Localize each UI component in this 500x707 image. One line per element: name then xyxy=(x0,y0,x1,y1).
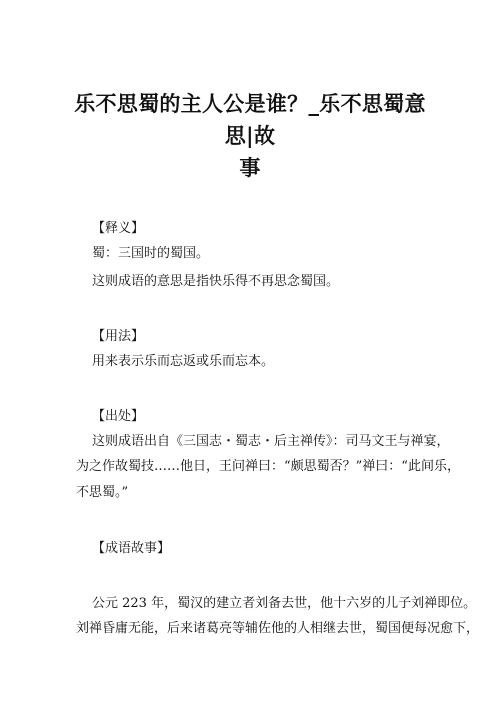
section-heading-yongfa: 【用法】 xyxy=(92,329,145,344)
document-title xyxy=(60,88,440,184)
section-heading-chuchu: 【出处】 xyxy=(92,409,145,424)
gushi-line-1: 公元 223 年，蜀汉的建立者刘备去世，他十六岁的儿子刘禅即位。 xyxy=(92,596,477,611)
title-line-2: 事 xyxy=(239,155,261,180)
yongfa-line-1: 用来表示乐而忘返或乐而忘本。 xyxy=(92,354,275,369)
shiyi-line-1: 蜀：三国时的蜀国。 xyxy=(92,246,210,261)
title-line-1: 乐不思蜀的主人公是谁？_乐不思蜀意思|故 xyxy=(74,91,426,148)
section-heading-gushi: 【成语故事】 xyxy=(92,541,171,556)
chuchu-line-1: 这则成语出自《三国志・蜀志・后主禅传》：司马文王与禅宴， xyxy=(92,434,450,449)
shiyi-line-2: 这则成语的意思是指快乐得不再思念蜀国。 xyxy=(92,274,340,289)
section-heading-shiyi: 【释义】 xyxy=(92,221,145,236)
chuchu-line-2: 为之作故蜀技……他日，王问禅曰：“颇思蜀否？”禅曰：“此间乐， xyxy=(76,459,460,474)
chuchu-line-3: 不思蜀。” xyxy=(76,485,129,500)
gushi-line-2: 刘禅昏庸无能，后来诸葛亮等辅佐他的人相继去世，蜀国便每况愈下， xyxy=(76,621,480,636)
